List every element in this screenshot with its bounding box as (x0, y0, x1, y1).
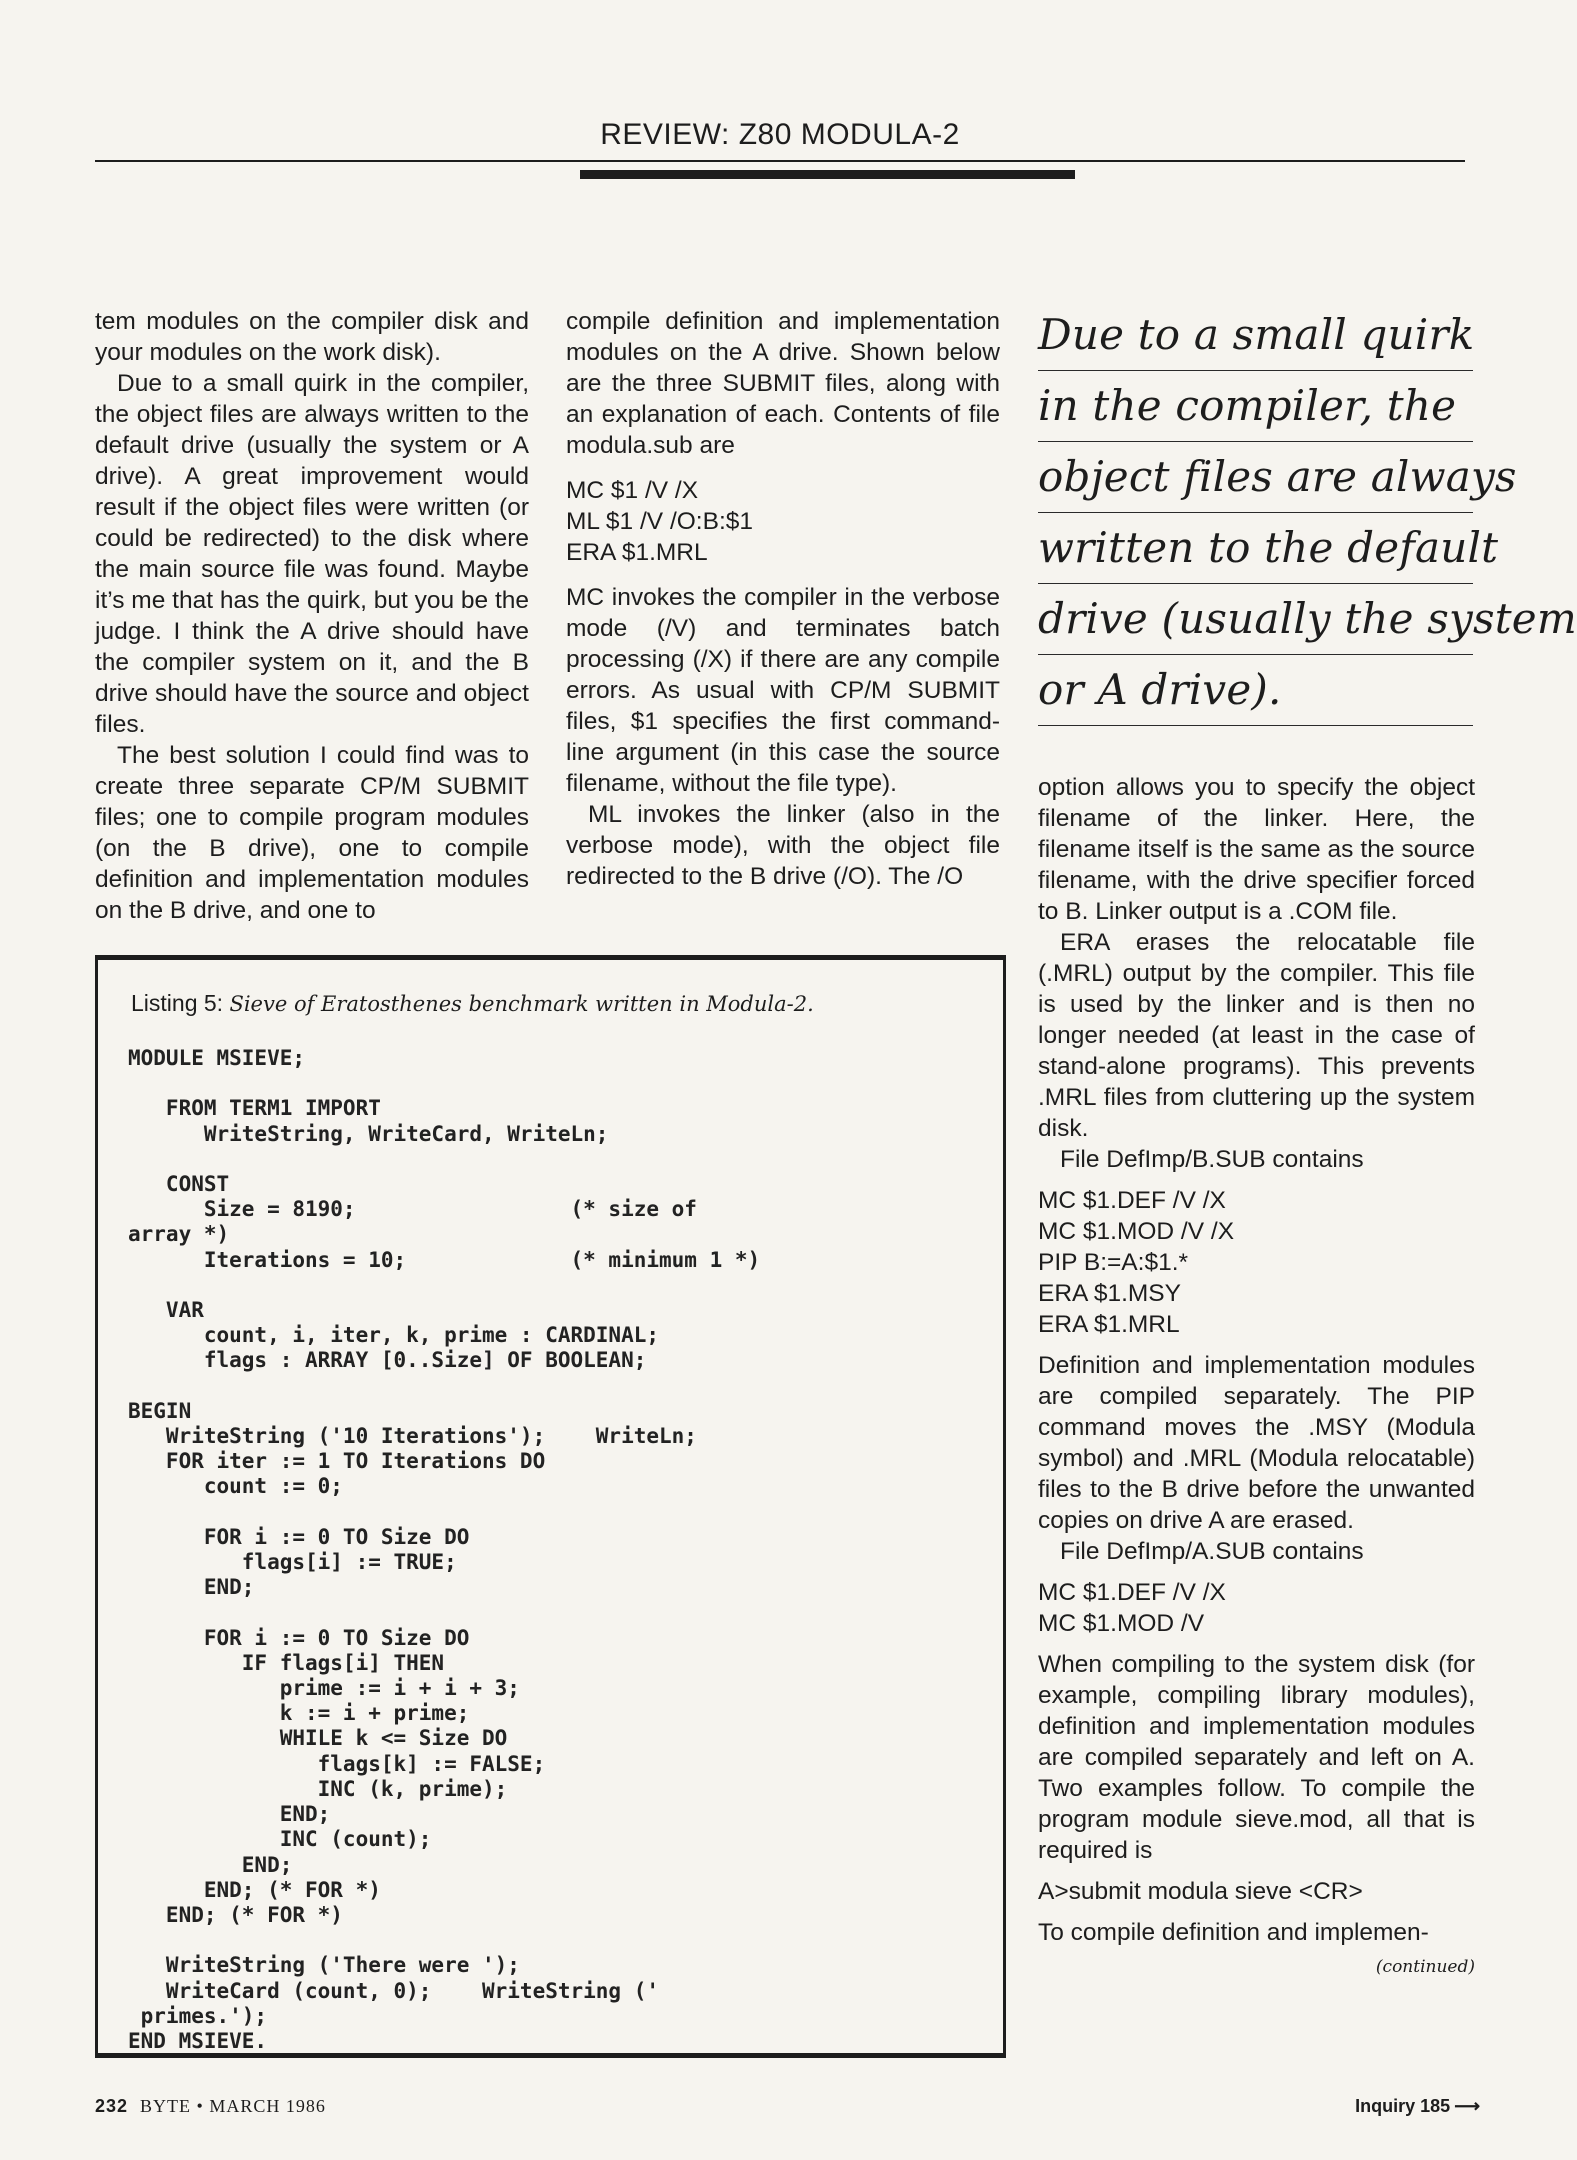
modula-sub-contents (566, 475, 1000, 568)
listing-title: Sieve of Eratosthenes benchmark written in Modula-2. (229, 992, 814, 1016)
pull-quote-line: written to the default (1038, 513, 1473, 584)
submit-line: ERA $1.MSY (1038, 1280, 1181, 1307)
column-1 (95, 306, 529, 926)
paragraph: When compiling to the system disk (for example, compiling library modules), definition and implementation modules are compiled separately and left on A. Two examples follow. To compile the program module sieve.mod, all that is required is (1038, 1651, 1475, 1864)
paragraph: Definition and implementation modules are compiled separately. The PIP command moves the .MSY (Modula symbol) and .MRL (Modula relocatable) files to the B drive before the unwanted copies on drive A are erased. (1038, 1352, 1475, 1534)
listing-box (95, 955, 1006, 2058)
paragraph: The best solution I could find was to create three separate CP/M SUBMIT files; one to compile program modules (on the B drive), one to compile definition and implementation modules on the B drive, and one to (95, 742, 529, 924)
submit-line: MC $1.MOD /V /X (1038, 1218, 1235, 1245)
command-line: A>submit modula sieve <CR> (1038, 1878, 1363, 1905)
submit-line: ERA $1.MRL (1038, 1311, 1180, 1338)
paragraph: ML invokes the linker (also in the verbose mode), with the object file redirected to the B drive (/O). The /O (566, 801, 1000, 890)
paragraph: To compile definition and implemen- (1038, 1919, 1429, 1946)
footer-folio (95, 2096, 326, 2117)
paragraph: option allows you to specify the object filename of the linker. Here, the filename itself is the same as the source filename, with the drive specifier forced to B. Linker output is a .COM file. (1038, 774, 1475, 925)
pull-quote-line: Due to a small quirk (1038, 300, 1473, 371)
submit-line: MC $1.MOD /V (1038, 1610, 1205, 1637)
header-rule (95, 160, 1465, 162)
pull-quote-line: in the compiler, the (1038, 371, 1473, 442)
pull-quote-line: drive (usually the system (1038, 584, 1473, 655)
paragraph: File DefImp/A.SUB contains (1060, 1538, 1364, 1565)
column-2 (566, 306, 1000, 892)
paragraph: MC invokes the compiler in the verbose mode (/V) and terminates batch processing (/X) if there are any compile errors. As usual with CP/M SUBMIT files, $1 specifies the first command-line argument (in this case the source filename, without the file type). (566, 584, 1000, 797)
b-sub-contents (1038, 1185, 1475, 1340)
submit-line: ERA $1.MRL (566, 539, 708, 566)
inquiry-number (1355, 2096, 1480, 2117)
submit-line: MC $1.DEF /V /X (1038, 1187, 1226, 1214)
page-footer (95, 2096, 1480, 2126)
header-bar (580, 170, 1075, 179)
a-sub-contents (1038, 1577, 1475, 1639)
listing-code: MODULE MSIEVE; FROM TERM1 IMPORT WriteString, WriteCard, WriteLn; CONST Size = 8190; (* size of array *) Iterations = 10; (* minimum 1 *) VAR count, i, iter, k, prime : CARDINAL; flags : ARRAY [0..Size] OF BOOLEAN; BEGIN WriteString ('10 Iterations'); WriteLn; FOR iter := 1 TO Iterations DO count := 0; FOR i := 0 TO Size DO flags[i] := TRUE; END; FOR i := 0 TO Size DO IF flags[i] THEN prime := i + i + 3; k := i + prime; WHILE k <= Size DO flags[k] := FALSE; INC (k, prime); END; INC (count); END; END; (* FOR *) END; (* FOR *) WriteString ('There were '); WriteCard (count, 0); WriteString (' primes.'); END MSIEVE. (128, 1046, 761, 2053)
continued-note: (continued) (1375, 1957, 1475, 1977)
listing-label: Listing 5: (131, 990, 224, 1016)
paragraph: tem modules on the compiler disk and your modules on the work disk). (95, 308, 529, 366)
submit-line: MC $1 /V /X (566, 477, 699, 504)
publication-line: BYTE • MARCH 1986 (140, 2096, 326, 2116)
arrow-right-icon: ⟶ (1454, 2096, 1480, 2116)
column-3 (1038, 772, 1475, 1983)
paragraph: Due to a small quirk in the compiler, the object files are always written to the default drive (usually the system or A drive). A great improvement would result if the object files were written (or could be redirected) to the disk where the main source file was found. Maybe it’s me that has the quirk, but you be the judge. I think the A drive should have the compiler system on it, and the B drive should have the source and object files. (95, 370, 530, 738)
paragraph: compile definition and implementation modules on the A drive. Shown below are the three SUBMIT files, along with an explanation of each. Contents of file modula.sub are (566, 308, 1000, 459)
command-example (1038, 1876, 1475, 1907)
running-head: REVIEW: Z80 MODULA-2 (600, 118, 960, 151)
pull-quote-line: or A drive). (1038, 655, 1473, 726)
pull-quote (1038, 300, 1577, 726)
paragraph: File DefImp/B.SUB contains (1060, 1146, 1364, 1173)
submit-line: PIP B:=A:$1.* (1038, 1249, 1189, 1276)
paragraph: ERA erases the relocatable file (.MRL) output by the compiler. This file is used by the linker and is then no longer needed (at least in the case of stand-alone programs). This prevents .MRL files from cluttering up the system disk. (1038, 929, 1475, 1142)
page-header (95, 118, 1465, 178)
submit-line: MC $1.DEF /V /X (1038, 1579, 1226, 1606)
page-number: 232 (95, 2096, 129, 2116)
listing-caption (131, 990, 814, 1017)
pull-quote-line: object files are always (1038, 442, 1473, 513)
submit-line: ML $1 /V /O:B:$1 (566, 508, 754, 535)
inquiry-label: Inquiry 185 (1355, 2096, 1451, 2116)
